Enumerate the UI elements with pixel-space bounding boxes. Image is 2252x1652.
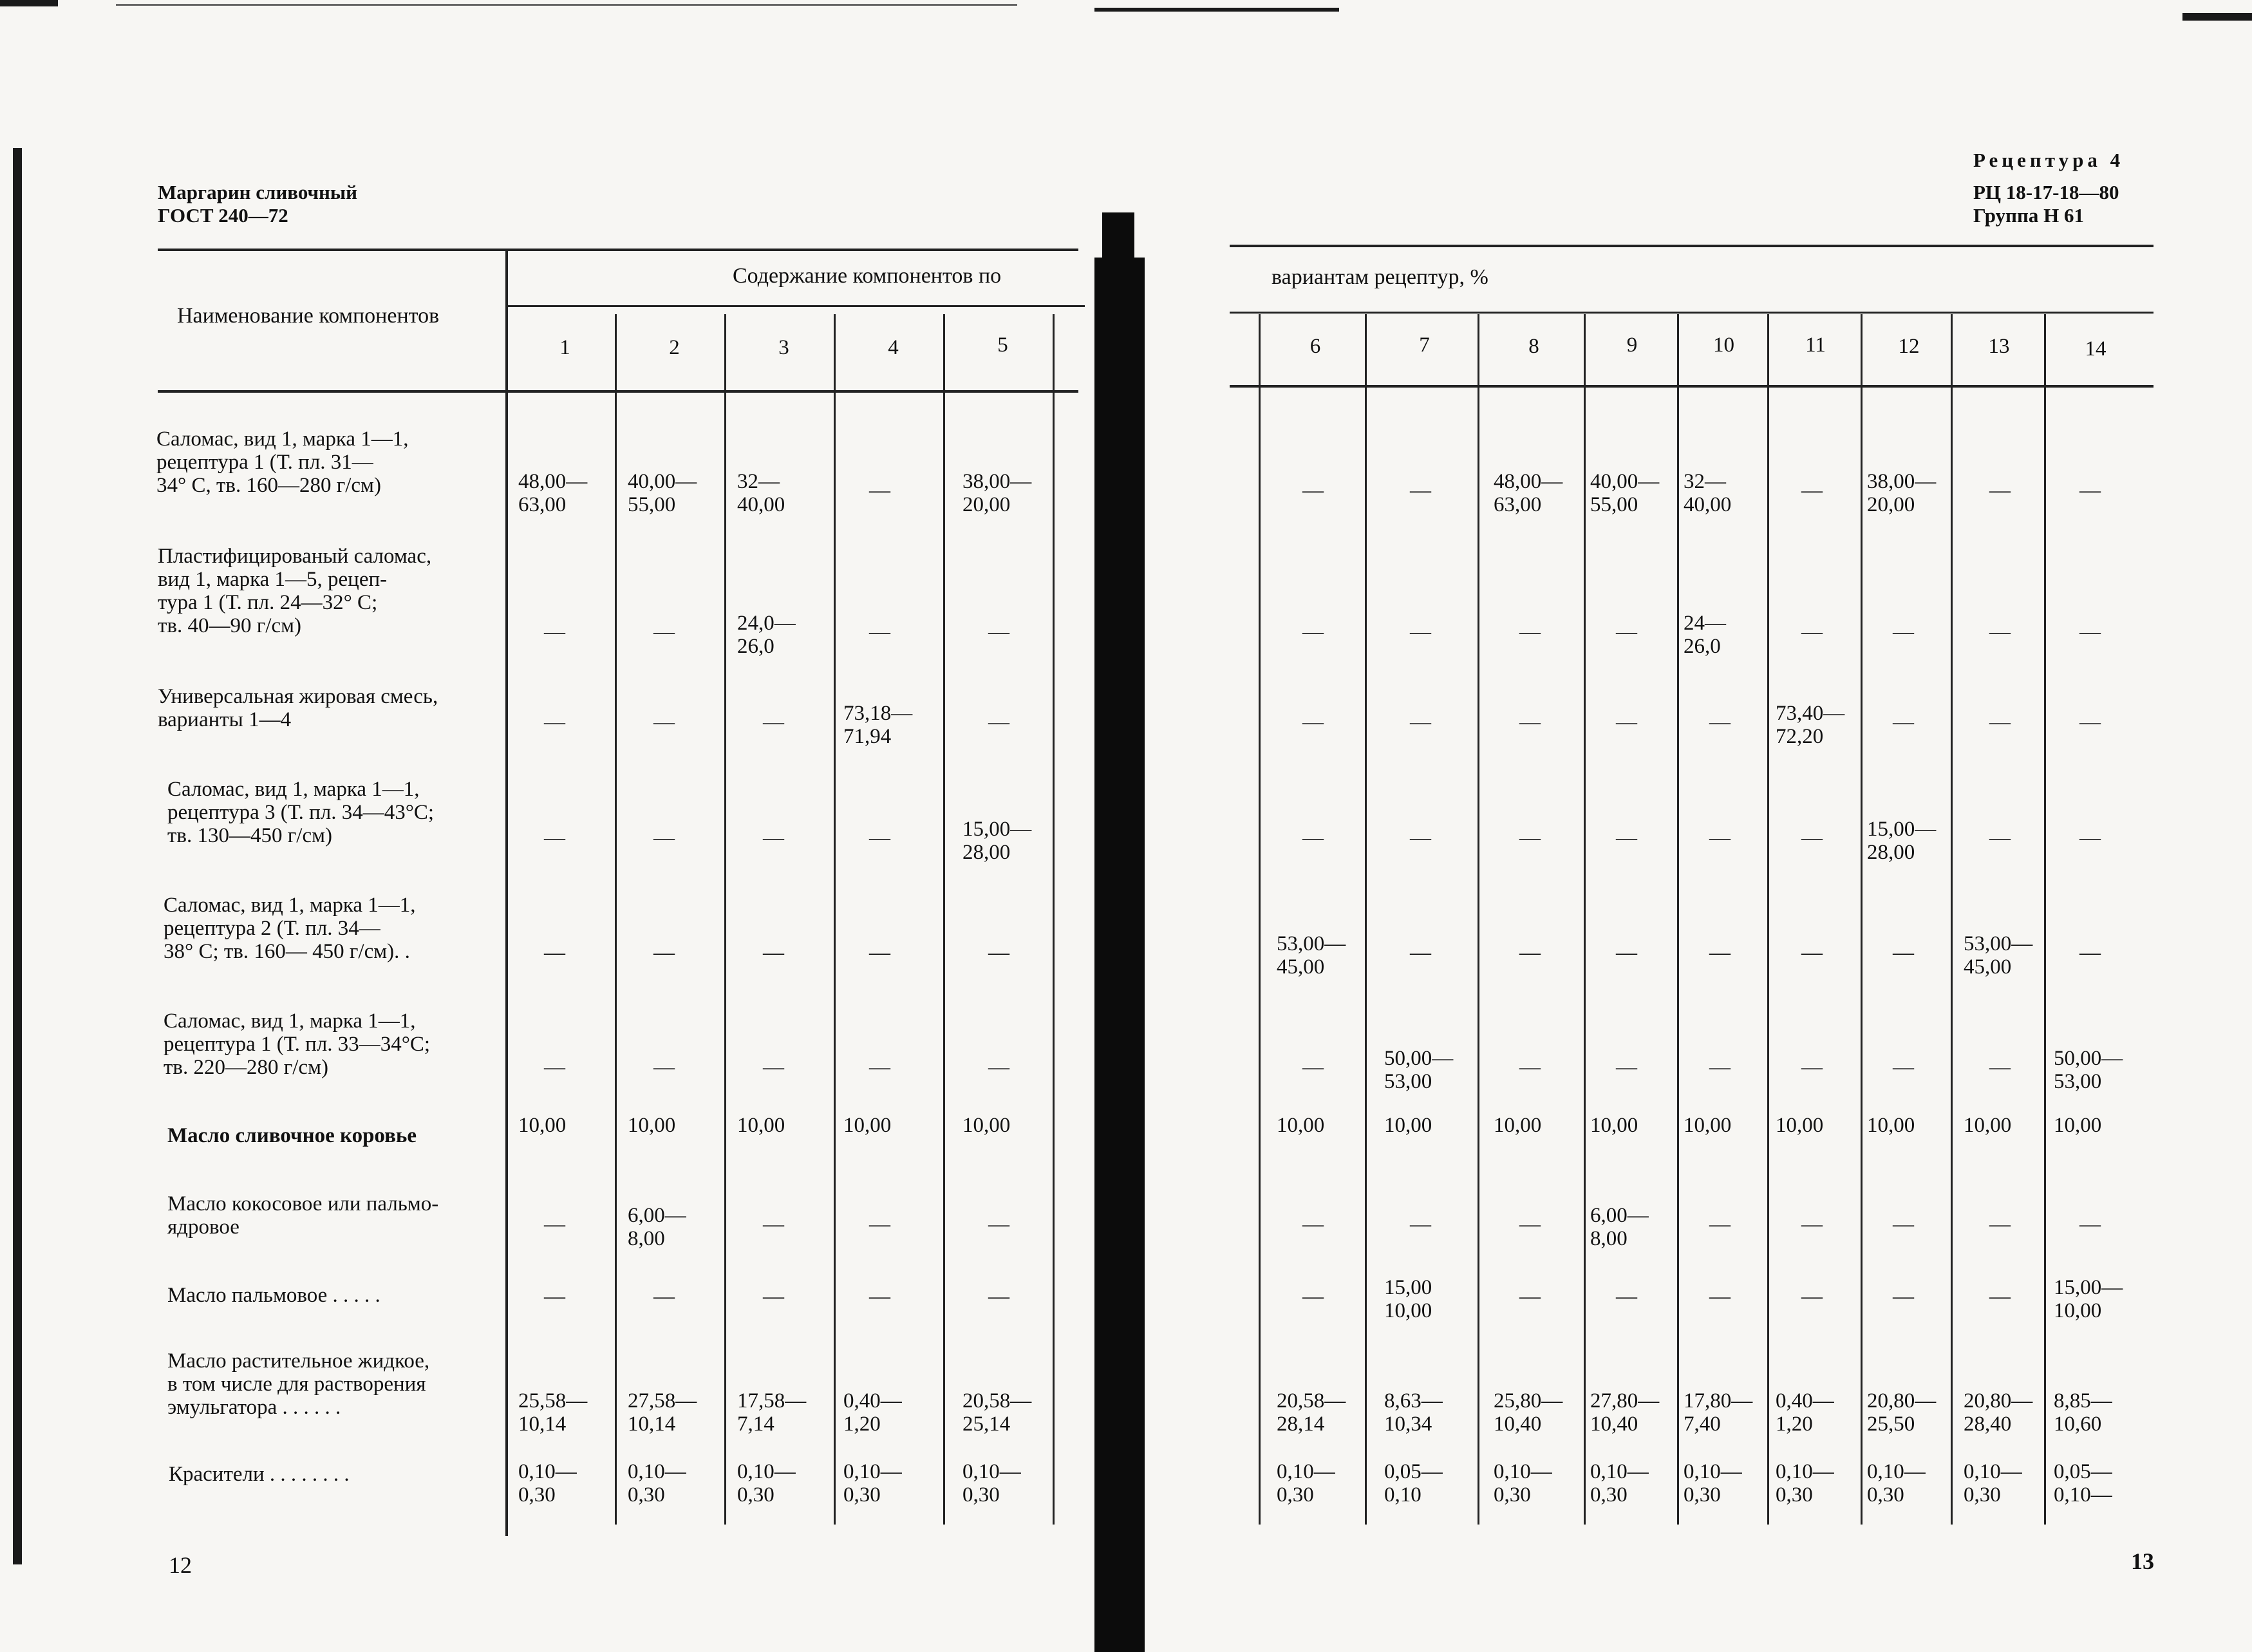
table-cell: 10,00	[843, 1114, 892, 1137]
table-cell: —	[2079, 711, 2101, 734]
table-cell: 10,00	[1494, 1114, 1542, 1137]
table-cell: 10,00	[737, 1114, 785, 1137]
table-cell: —	[1616, 1056, 1637, 1079]
table-cell: 15,00— 10,00	[2054, 1276, 2123, 1322]
table-cell: 10,00	[1590, 1114, 1638, 1137]
table-cell: 10,00	[628, 1114, 676, 1137]
column-header-8: 8	[1528, 335, 1539, 358]
table-cell: 32— 40,00	[737, 470, 785, 516]
table-cell: 0,10— 0,30	[1776, 1460, 1834, 1507]
table-cell: —	[988, 1285, 1009, 1308]
table-top-rule-left	[158, 249, 1078, 251]
table-cell: —	[869, 1285, 890, 1308]
table-cell: 0,10— 0,30	[737, 1460, 796, 1507]
row-label-6: Саломас, вид 1, марка 1—1, рецептура 1 (Т. пл. 33—34°С; тв. 220—280 г/см)	[164, 1009, 431, 1079]
recipe-group: Группа Н 61	[1973, 204, 2084, 227]
table-cell: —	[653, 621, 675, 644]
table-cell: 50,00— 53,00	[1384, 1047, 1454, 1093]
table-cell: —	[1410, 711, 1431, 734]
table-cell: —	[2079, 1213, 2101, 1236]
column-rule	[724, 314, 726, 1525]
top-edge-mark	[0, 0, 58, 6]
table-cell: —	[1410, 479, 1431, 502]
table-cell: —	[1801, 941, 1823, 964]
column-header-5: 5	[997, 333, 1008, 357]
header-bottom-rule-left	[158, 390, 1078, 393]
caption-right: вариантам рецептур, %	[1271, 265, 1488, 289]
table-cell: —	[1302, 1056, 1324, 1079]
table-cell: 10,00	[1964, 1114, 2012, 1137]
table-cell: —	[1616, 711, 1637, 734]
book-gutter-shadow	[1094, 258, 1145, 1652]
table-cell: 0,10— 0,30	[1684, 1460, 1742, 1507]
table-cell: —	[869, 827, 890, 850]
table-cell: 53,00— 45,00	[1277, 932, 1346, 979]
table-cell: —	[1410, 1213, 1431, 1236]
table-cell: —	[1302, 479, 1324, 502]
table-cell: —	[1801, 1056, 1823, 1079]
table-cell: 15,00— 28,00	[962, 818, 1032, 864]
row-label-1: Саломас, вид 1, марка 1—1, рецептура 1 (Т. пл. 31— 34° С, тв. 160—280 г/см)	[156, 427, 409, 497]
table-cell: —	[763, 1213, 784, 1236]
column-header-10: 10	[1713, 333, 1734, 357]
row-label-3: Универсальная жировая смесь, варианты 1—4	[158, 685, 438, 731]
table-cell: —	[1616, 827, 1637, 850]
table-cell: —	[763, 711, 784, 734]
table-cell: —	[1893, 621, 1914, 644]
table-cell: —	[1709, 1213, 1731, 1236]
table-cell: 73,18— 71,94	[843, 702, 913, 748]
table-cell: 0,10— 0,30	[1277, 1460, 1335, 1507]
row-label-10: Масло растительное жидкое, в том числе для растворения эмульгатора . . . . . .	[167, 1349, 430, 1419]
table-cell: —	[1519, 1056, 1541, 1079]
table-cell: —	[988, 621, 1009, 644]
row-label-11: Красители . . . . . . . .	[169, 1463, 350, 1486]
table-cell: 20,58— 28,14	[1277, 1389, 1346, 1436]
left-page-edge	[13, 148, 22, 1564]
table-cell: —	[988, 941, 1009, 964]
table-cell: 6,00— 8,00	[628, 1204, 686, 1250]
row-label-4: Саломас, вид 1, марка 1—1, рецептура 3 (Т. пл. 34—43°С; тв. 130—450 г/см)	[167, 778, 435, 847]
document-title: Маргарин сливочный	[158, 181, 357, 203]
top-right-corner-mark	[2182, 13, 2252, 21]
table-cell: 48,00— 63,00	[1494, 470, 1563, 516]
table-cell: —	[1410, 941, 1431, 964]
row-label-8: Масло кокосовое или пальмо- ядровое	[167, 1192, 439, 1239]
table-cell: —	[544, 1213, 565, 1236]
table-cell: 25,58— 10,14	[518, 1389, 588, 1436]
table-cell: —	[1302, 1213, 1324, 1236]
table-cell: —	[1801, 479, 1823, 502]
table-cell: —	[1801, 1213, 1823, 1236]
table-cell: —	[1616, 621, 1637, 644]
table-cell: 15,00 10,00	[1384, 1276, 1432, 1322]
row-label-9: Масло пальмовое . . . . .	[167, 1284, 380, 1307]
column-header-3: 3	[778, 336, 789, 359]
column-rule	[943, 314, 945, 1525]
table-cell: —	[1709, 711, 1731, 734]
table-cell: 53,00— 45,00	[1964, 932, 2033, 979]
table-cell: 0,10— 0,30	[1494, 1460, 1552, 1507]
column-header-9: 9	[1626, 333, 1638, 357]
table-cell: 27,58— 10,14	[628, 1389, 697, 1436]
column-header-4: 4	[888, 336, 899, 359]
header-bottom-rule-right	[1230, 385, 2153, 388]
table-cell: 0,05— 0,10—	[2054, 1460, 2112, 1507]
table-cell: —	[988, 711, 1009, 734]
table-cell: —	[1519, 711, 1541, 734]
row-label-7: Масло сливочное коровье	[167, 1124, 417, 1147]
table-cell: 10,00	[962, 1114, 1011, 1137]
table-cell: 0,10— 0,30	[843, 1460, 902, 1507]
table-cell: —	[2079, 479, 2101, 502]
column-rule	[1478, 314, 1479, 1525]
caption-left: Содержание компонентов по	[733, 264, 1002, 288]
table-cell: 0,10— 0,30	[1590, 1460, 1649, 1507]
column-rule	[1767, 314, 1769, 1525]
table-cell: 50,00— 53,00	[2054, 1047, 2123, 1093]
row-label-5: Саломас, вид 1, марка 1—1, рецептура 2 (Т. пл. 34— 38° С; тв. 160— 450 г/см). .	[164, 894, 416, 963]
table-cell: 0,10— 0,30	[1867, 1460, 1926, 1507]
table-cell: —	[1302, 1285, 1324, 1308]
table-cell: 0,05— 0,10	[1384, 1460, 1443, 1507]
table-cell: —	[869, 479, 890, 502]
table-cell: —	[869, 1056, 890, 1079]
column-rule	[2044, 314, 2046, 1525]
table-cell: 10,00	[1684, 1114, 1732, 1137]
table-cell: —	[653, 941, 675, 964]
table-cell: —	[1709, 827, 1731, 850]
table-cell: 24— 26,0	[1684, 612, 1726, 658]
table-cell: 0,10— 0,30	[962, 1460, 1021, 1507]
recipe-number: Рецептура 4	[1973, 149, 2125, 171]
table-cell: —	[1709, 941, 1731, 964]
column-rule	[1365, 314, 1367, 1525]
column-header-1: 1	[559, 336, 570, 359]
table-cell: —	[1989, 1056, 2011, 1079]
column-rule	[1861, 314, 1863, 1525]
table-cell: —	[763, 941, 784, 964]
table-cell: 10,00	[518, 1114, 567, 1137]
table-cell: —	[1989, 711, 2011, 734]
table-cell: 15,00— 28,00	[1867, 818, 1937, 864]
table-cell: 8,85— 10,60	[2054, 1389, 2112, 1436]
table-cell: —	[1519, 1213, 1541, 1236]
table-cell: —	[1410, 827, 1431, 850]
column-header-13: 13	[1988, 335, 2010, 358]
table-cell: —	[1989, 827, 2011, 850]
table-cell: —	[1989, 621, 2011, 644]
column-header-11: 11	[1805, 333, 1826, 357]
table-cell: —	[653, 711, 675, 734]
table-cell: —	[1616, 941, 1637, 964]
table-cell: —	[653, 1285, 675, 1308]
top-edge-line	[116, 4, 1017, 6]
table-cell: —	[544, 941, 565, 964]
column-header-14: 14	[2085, 337, 2107, 361]
row-label-2: Пластифицированый саломас, вид 1, марка 1—5, рецеп- тура 1 (Т. пл. 24—32° С; тв. 40—90 г/см)	[158, 545, 432, 637]
table-cell: 73,40— 72,20	[1776, 702, 1845, 748]
column-rule	[1053, 314, 1055, 1525]
table-cell: —	[653, 1056, 675, 1079]
table-cell: —	[1893, 1213, 1914, 1236]
table-cell: 10,00	[2054, 1114, 2102, 1137]
table-cell: 0,10— 0,30	[628, 1460, 686, 1507]
table-cell: —	[1302, 621, 1324, 644]
table-cell: 0,10— 0,30	[1964, 1460, 2022, 1507]
column-header-12: 12	[1898, 335, 1920, 358]
column-header-2: 2	[669, 336, 680, 359]
table-cell: 40,00— 55,00	[628, 470, 697, 516]
table-cell: —	[544, 827, 565, 850]
table-cell: —	[1519, 827, 1541, 850]
header-sub-rule-right	[1230, 312, 2153, 314]
table-cell: —	[869, 1213, 890, 1236]
table-cell: 10,00	[1384, 1114, 1432, 1137]
table-cell: 20,58— 25,14	[962, 1389, 1032, 1436]
table-cell: 20,80— 28,40	[1964, 1389, 2033, 1436]
table-cell: 27,80— 10,40	[1590, 1389, 1660, 1436]
page-number-right: 13	[2131, 1548, 2154, 1574]
table-cell: —	[1989, 1285, 2011, 1308]
table-cell: 38,00— 20,00	[1867, 470, 1937, 516]
table-cell: —	[1989, 479, 2011, 502]
top-edge-line-right	[1094, 8, 1339, 12]
table-cell: —	[653, 827, 675, 850]
table-cell: —	[1410, 621, 1431, 644]
table-cell: 0,40— 1,20	[1776, 1389, 1834, 1436]
table-cell: 6,00— 8,00	[1590, 1204, 1649, 1250]
column-rule	[1951, 314, 1953, 1525]
table-cell: —	[1801, 1285, 1823, 1308]
table-cell: 0,40— 1,20	[843, 1389, 902, 1436]
column-rule	[1677, 314, 1679, 1525]
table-cell: 24,0— 26,0	[737, 612, 796, 658]
table-cell: —	[1989, 1213, 2011, 1236]
table-cell: —	[1709, 1285, 1731, 1308]
table-cell: —	[763, 827, 784, 850]
book-gutter-shadow-upper	[1102, 212, 1134, 270]
column-rule	[834, 314, 836, 1525]
table-cell: 10,00	[1277, 1114, 1325, 1137]
table-cell: —	[869, 621, 890, 644]
table-cell: 10,00	[1867, 1114, 1915, 1137]
table-cell: —	[1893, 1056, 1914, 1079]
table-cell: —	[1519, 1285, 1541, 1308]
table-cell: —	[1801, 827, 1823, 850]
table-cell: —	[544, 621, 565, 644]
table-cell: —	[1616, 1285, 1637, 1308]
name-column-rule	[505, 249, 508, 1536]
table-cell: 17,58— 7,14	[737, 1389, 807, 1436]
table-cell: —	[2079, 827, 2101, 850]
table-cell: 0,10— 0,30	[518, 1460, 577, 1507]
table-cell: 25,80— 10,40	[1494, 1389, 1563, 1436]
table-cell: —	[1519, 941, 1541, 964]
table-cell: —	[544, 1056, 565, 1079]
table-cell: —	[988, 1056, 1009, 1079]
table-cell: —	[763, 1056, 784, 1079]
table-cell: —	[1709, 1056, 1731, 1079]
column-header-7: 7	[1419, 333, 1430, 357]
standard-code: ГОСТ 240—72	[158, 204, 288, 227]
column-header-6: 6	[1309, 335, 1321, 358]
table-cell: 8,63— 10,34	[1384, 1389, 1443, 1436]
table-cell: —	[1302, 827, 1324, 850]
table-cell: 40,00— 55,00	[1590, 470, 1660, 516]
table-cell: —	[1893, 1285, 1914, 1308]
table-cell: —	[763, 1285, 784, 1308]
table-cell: 17,80— 7,40	[1684, 1389, 1753, 1436]
table-cell: 10,00	[1776, 1114, 1824, 1137]
header-sub-rule-left	[505, 305, 1085, 307]
table-cell: 38,00— 20,00	[962, 470, 1032, 516]
table-cell: 32— 40,00	[1684, 470, 1732, 516]
column-rule	[615, 314, 617, 1525]
table-cell: —	[544, 711, 565, 734]
table-cell: —	[1302, 711, 1324, 734]
table-cell: —	[869, 941, 890, 964]
recipe-code: РЦ 18-17-18—80	[1973, 181, 2119, 203]
name-column-header: Наименование компонентов	[177, 304, 440, 328]
table-cell: —	[988, 1213, 1009, 1236]
table-cell: —	[1519, 621, 1541, 644]
column-rule	[1584, 314, 1586, 1525]
table-cell: —	[544, 1285, 565, 1308]
table-cell: —	[1801, 621, 1823, 644]
table-cell: —	[2079, 621, 2101, 644]
table-cell: —	[1893, 711, 1914, 734]
table-cell: —	[2079, 941, 2101, 964]
table-cell: 20,80— 25,50	[1867, 1389, 1937, 1436]
table-cell: 48,00— 63,00	[518, 470, 588, 516]
column-rule	[1259, 314, 1261, 1525]
table-cell: —	[1893, 941, 1914, 964]
page-number-left: 12	[169, 1552, 192, 1578]
table-top-rule-right	[1230, 245, 2153, 247]
